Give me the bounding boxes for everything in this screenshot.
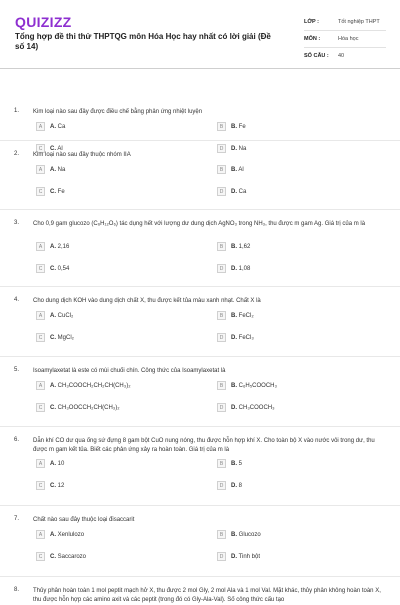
option-value: 1,08 [238,265,251,272]
option-b[interactable] [217,121,367,132]
question-text: Isoamylaxetat là este có mùi chuối chín. Công thức của Isoamylaxetat là [33,368,226,374]
question-divider [0,505,400,506]
worksheet-meta [304,14,386,64]
option-letter-box: C [36,144,45,153]
question-number: 7. [14,516,20,522]
option-letter-box: D [217,481,226,490]
option-d[interactable] [217,332,367,343]
option-text [50,313,73,319]
option-prefix: A. [50,166,56,173]
option-letter-box: A [36,381,45,390]
option-text [50,266,69,272]
option-a[interactable] [36,310,186,321]
option-letter-box: A [36,459,45,468]
option-letter-box: B [217,459,226,468]
option-text [50,405,120,411]
question-text: Kim loại nào sau đây được điều chế bằng phản ứng nhiệt luyện [33,109,203,115]
option-c[interactable] [36,186,186,197]
option-letter-box: B [217,381,226,390]
option-value: C₆H₅COOCH₃ [238,382,277,389]
option-value: 2,16 [57,243,70,250]
option-letter-box: D [217,403,226,412]
option-prefix: B. [231,460,237,467]
option-text [231,167,244,173]
option-letter-box: A [36,122,45,131]
meta-row-count [304,48,386,64]
question-divider [0,286,400,287]
option-b[interactable] [217,529,367,540]
option-text [231,335,254,341]
option-prefix: A. [50,460,56,467]
option-letter-box: A [36,530,45,539]
option-value: CH₃COOCH₃ [238,404,275,411]
option-value: Na [57,166,66,173]
option-value: CuCl₂ [57,312,74,319]
option-text [50,483,64,489]
option-c[interactable] [36,332,186,343]
option-value: Na [238,145,247,152]
option-value: MgCl₂ [57,334,75,341]
option-text [50,383,131,389]
option-value: CH₃OOCCH₂CH(CH₃)₂ [57,404,120,411]
quizizz-logo: QUIZIZZ [15,14,72,30]
question-number: 1. [14,108,20,114]
option-value: Al [238,166,244,173]
option-a[interactable] [36,241,186,252]
option-prefix: C. [50,188,56,195]
option-c[interactable] [36,480,186,491]
option-c[interactable] [36,263,186,274]
option-prefix: B. [231,312,237,319]
option-a[interactable] [36,164,186,175]
option-value: 1,62 [238,243,251,250]
option-text [50,532,84,538]
option-a[interactable] [36,529,186,540]
question-divider [0,356,400,357]
option-text [50,167,65,173]
option-letter-box: B [217,165,226,174]
option-letter-box: D [217,333,226,342]
question-divider [0,140,400,141]
option-prefix: C. [50,265,56,272]
option-prefix: D. [231,188,237,195]
option-prefix: A. [50,382,56,389]
option-text [50,124,65,130]
option-d[interactable] [217,263,367,274]
option-value: Fe [57,188,65,195]
question-divider [0,209,400,210]
option-prefix: A. [50,243,56,250]
option-value: Xenlulozo [57,531,85,538]
option-text [50,244,69,250]
option-letter-box: C [36,187,45,196]
option-letter-box: B [217,122,226,131]
option-prefix: C. [50,553,56,560]
meta-value: Hóa học [338,36,359,42]
question-text: Chất nào sau đây thuộc loại đisaccarit [33,517,135,523]
option-value: 12 [57,482,65,489]
option-prefix: B. [231,123,237,130]
worksheet-header [0,0,400,69]
question-number: 5. [14,367,20,373]
option-text [231,461,242,467]
question-text: Thủy phân hoàn toàn 1 mol peptit mạch hở X, thu được 2 mol Gly, 2 mol Ala và 1 mol Val. Mặt khác, thủy phân không hoàn toàn X, thu được hỗn hợp các amino axit và các peptit (trong đó có Gly-Ala-Val). Số công thức cấu tạo [33,588,381,603]
option-a[interactable] [36,458,186,469]
option-text [231,405,275,411]
option-value: 8 [238,482,243,489]
option-letter-box: D [217,144,226,153]
question-text: Kim loại nào sau đây thuộc nhóm IIA [33,152,131,158]
option-prefix: B. [231,243,237,250]
option-c[interactable] [36,551,186,562]
option-text [50,461,64,467]
option-value: Ca [238,188,247,195]
option-b[interactable] [217,458,367,469]
option-prefix: D. [231,145,237,152]
option-b[interactable] [217,310,367,321]
option-letter-box: D [217,552,226,561]
option-value: 10 [57,460,65,467]
meta-value: 40 [338,53,345,59]
option-text [231,483,242,489]
option-d[interactable] [217,480,367,491]
option-prefix: D. [231,404,237,411]
option-value: Fe [238,123,246,130]
question-number: 4. [14,297,20,303]
option-prefix: D. [231,482,237,489]
question-number: 8. [14,587,20,593]
option-text [231,554,260,560]
option-text [231,313,254,319]
option-prefix: C. [50,482,56,489]
question-text: Cho 0,9 gam glucozo (C₆H₁₂O₆) tác dụng hết với lượng dư dung dịch AgNO₃ trong NH₃, thu được m gam Ag. Giá trị của m là [33,221,366,227]
option-value: FeCl₃ [238,334,254,341]
option-letter-box: B [217,530,226,539]
option-value: Ca [57,123,66,130]
option-prefix: A. [50,531,56,538]
option-text [231,266,250,272]
option-d[interactable] [217,402,367,413]
option-prefix: C. [50,334,56,341]
option-value: 5 [238,460,243,467]
option-value: FeCl₂ [238,312,254,319]
option-letter-box: B [217,311,226,320]
option-text [231,244,250,250]
option-letter-box: C [36,481,45,490]
option-prefix: D. [231,553,237,560]
option-a[interactable] [36,121,186,132]
option-text [231,124,246,130]
option-letter-box: B [217,242,226,251]
option-c[interactable] [36,402,186,413]
option-value: Al [57,145,63,152]
option-letter-box: D [217,264,226,273]
option-letter-box: C [36,333,45,342]
option-text [231,189,246,195]
option-letter-box: C [36,552,45,561]
option-prefix: C. [50,145,56,152]
option-prefix: A. [50,123,56,130]
question-text: Dẫn khí CO dư qua ống sứ đựng 8 gam bột CuO nung nóng, thu được hỗn hợp khí X. Cho toàn bộ X vào nước vôi trong dư, thu được m gam kết tủa. Biết các phản ứng xảy ra hoàn toàn. Giá trị của m là [33,438,375,453]
option-value: Glucozo [238,531,261,538]
option-letter-box: A [36,165,45,174]
meta-row-class [304,14,386,31]
option-d[interactable] [217,551,367,562]
option-value: Saccarozo [57,553,87,560]
option-text [231,383,277,389]
option-letter-box: C [36,264,45,273]
option-b[interactable] [217,380,367,391]
option-prefix: B. [231,531,237,538]
option-prefix: D. [231,265,237,272]
option-text [50,554,86,560]
option-letter-box: D [217,187,226,196]
option-text [50,335,74,341]
meta-label: MÔN : [304,36,321,42]
option-prefix: A. [50,312,56,319]
meta-label: SỐ CÂU : [304,53,329,59]
option-prefix: C. [50,404,56,411]
meta-row-subject [304,31,386,48]
option-letter-box: A [36,242,45,251]
option-letter-box: A [36,311,45,320]
option-text [50,189,65,195]
option-text [231,532,261,538]
option-prefix: B. [231,382,237,389]
option-b[interactable] [217,164,367,175]
question-divider [0,576,400,577]
option-d[interactable] [217,186,367,197]
question-number: 6. [14,437,20,443]
option-value: Tinh bột [238,553,261,560]
meta-label: LỚP : [304,19,319,25]
option-a[interactable] [36,380,186,391]
option-value: 0,54 [57,265,70,272]
option-b[interactable] [217,241,367,252]
question-number: 2. [14,151,20,157]
option-value: CH₃COOCH₂CH₂CH(CH₃)₂ [57,382,131,389]
question-text: Cho dung dịch KOH vào dung dịch chất X, thu được kết tủa màu xanh nhạt. Chất X là [33,298,261,304]
question-number: 3. [14,220,20,226]
option-letter-box: C [36,403,45,412]
worksheet-title: Tổng hợp đề thi thử THPTQG môn Hóa Học hay nhất có lời giải (Đề số 14) [15,32,271,51]
option-prefix: B. [231,166,237,173]
meta-value: Tốt nghiệp THPT [338,19,380,25]
question-divider [0,426,400,427]
option-prefix: D. [231,334,237,341]
